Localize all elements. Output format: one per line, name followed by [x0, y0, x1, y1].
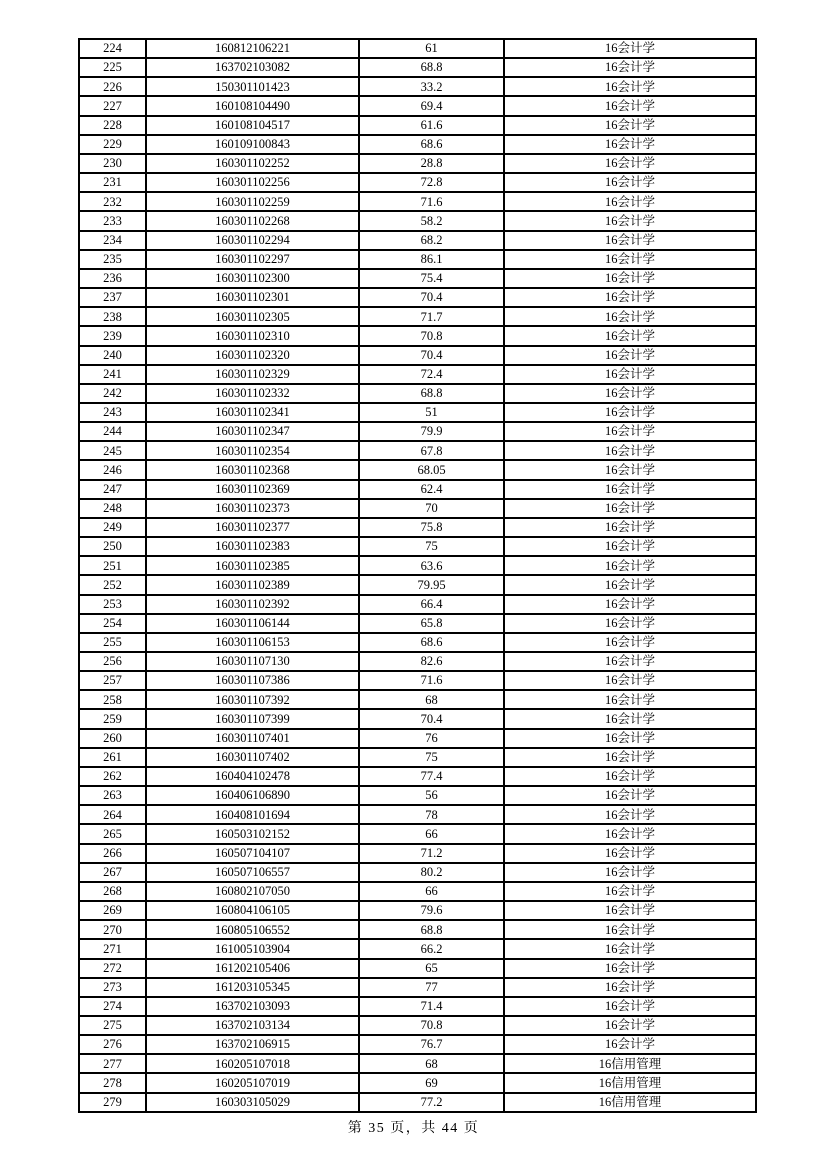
cell-row-number: 247 [79, 480, 146, 499]
cell-score: 65 [359, 959, 504, 978]
cell-exam-id: 160301102268 [146, 211, 359, 230]
cell-row-number: 257 [79, 671, 146, 690]
cell-score: 75.4 [359, 269, 504, 288]
cell-program: 16会计学 [504, 460, 756, 479]
cell-score: 68.8 [359, 384, 504, 403]
table-row [79, 786, 756, 805]
cell-exam-id: 160301102305 [146, 307, 359, 326]
table-row [79, 403, 756, 422]
cell-exam-id: 160109100843 [146, 135, 359, 154]
cell-exam-id: 163702106915 [146, 1035, 359, 1054]
cell-score: 68.05 [359, 460, 504, 479]
cell-row-number: 231 [79, 173, 146, 192]
table-row [79, 959, 756, 978]
table-row [79, 135, 756, 154]
table-row [79, 39, 756, 58]
cell-row-number: 246 [79, 460, 146, 479]
cell-exam-id: 160301102389 [146, 575, 359, 594]
table-row [79, 709, 756, 728]
cell-exam-id: 160303105029 [146, 1093, 359, 1112]
cell-program: 16会计学 [504, 652, 756, 671]
cell-program: 16会计学 [504, 96, 756, 115]
cell-row-number: 226 [79, 77, 146, 96]
cell-exam-id: 160301102347 [146, 422, 359, 441]
table-row [79, 269, 756, 288]
cell-exam-id: 160802107050 [146, 882, 359, 901]
table-row [79, 211, 756, 230]
cell-exam-id: 160507106557 [146, 863, 359, 882]
table-row [79, 614, 756, 633]
cell-row-number: 225 [79, 58, 146, 77]
cell-exam-id: 160108104517 [146, 116, 359, 135]
cell-row-number: 259 [79, 709, 146, 728]
table-row [79, 77, 756, 96]
cell-program: 16会计学 [504, 614, 756, 633]
table-row [79, 997, 756, 1016]
cell-program: 16会计学 [504, 211, 756, 230]
score-table-body [79, 39, 756, 1112]
table-row [79, 96, 756, 115]
cell-score: 71.2 [359, 844, 504, 863]
cell-score: 68.8 [359, 920, 504, 939]
cell-exam-id: 150301101423 [146, 77, 359, 96]
cell-program: 16信用管理 [504, 1073, 756, 1092]
table-row [79, 882, 756, 901]
cell-program: 16会计学 [504, 384, 756, 403]
cell-exam-id: 160301102320 [146, 346, 359, 365]
cell-row-number: 239 [79, 326, 146, 345]
cell-program: 16会计学 [504, 307, 756, 326]
cell-exam-id: 160301102301 [146, 288, 359, 307]
cell-score: 70.4 [359, 346, 504, 365]
cell-exam-id: 160301102256 [146, 173, 359, 192]
cell-exam-id: 160108104490 [146, 96, 359, 115]
cell-exam-id: 160805106552 [146, 920, 359, 939]
cell-program: 16会计学 [504, 346, 756, 365]
cell-score: 61 [359, 39, 504, 58]
cell-score: 70.4 [359, 709, 504, 728]
cell-program: 16会计学 [504, 595, 756, 614]
cell-score: 79.6 [359, 901, 504, 920]
table-row [79, 537, 756, 556]
cell-score: 67.8 [359, 441, 504, 460]
cell-exam-id: 163702103093 [146, 997, 359, 1016]
cell-exam-id: 160301102310 [146, 326, 359, 345]
cell-program: 16会计学 [504, 537, 756, 556]
cell-exam-id: 161203105345 [146, 978, 359, 997]
cell-exam-id: 160301102297 [146, 250, 359, 269]
cell-program: 16会计学 [504, 575, 756, 594]
cell-program: 16会计学 [504, 39, 756, 58]
cell-program: 16会计学 [504, 844, 756, 863]
cell-exam-id: 160301107401 [146, 729, 359, 748]
cell-program: 16信用管理 [504, 1093, 756, 1112]
cell-program: 16会计学 [504, 959, 756, 978]
cell-score: 65.8 [359, 614, 504, 633]
cell-exam-id: 163702103082 [146, 58, 359, 77]
cell-exam-id: 160301102392 [146, 595, 359, 614]
table-row [79, 288, 756, 307]
cell-program: 16会计学 [504, 920, 756, 939]
cell-program: 16会计学 [504, 882, 756, 901]
cell-row-number: 248 [79, 499, 146, 518]
cell-score: 80.2 [359, 863, 504, 882]
cell-program: 16会计学 [504, 269, 756, 288]
cell-score: 75 [359, 537, 504, 556]
cell-row-number: 266 [79, 844, 146, 863]
table-row [79, 1016, 756, 1035]
cell-score: 68.2 [359, 231, 504, 250]
cell-exam-id: 160301102300 [146, 269, 359, 288]
table-row [79, 556, 756, 575]
cell-row-number: 260 [79, 729, 146, 748]
cell-row-number: 263 [79, 786, 146, 805]
table-row [79, 690, 756, 709]
cell-exam-id: 160301102377 [146, 518, 359, 537]
cell-row-number: 251 [79, 556, 146, 575]
cell-score: 68.6 [359, 633, 504, 652]
cell-program: 16会计学 [504, 288, 756, 307]
cell-program: 16会计学 [504, 690, 756, 709]
cell-row-number: 267 [79, 863, 146, 882]
cell-program: 16会计学 [504, 824, 756, 843]
cell-score: 79.95 [359, 575, 504, 594]
cell-score: 68 [359, 1054, 504, 1073]
cell-score: 28.8 [359, 154, 504, 173]
cell-exam-id: 160301102373 [146, 499, 359, 518]
table-row [79, 575, 756, 594]
cell-score: 71.6 [359, 671, 504, 690]
cell-row-number: 272 [79, 959, 146, 978]
cell-exam-id: 160301102383 [146, 537, 359, 556]
cell-score: 71.4 [359, 997, 504, 1016]
cell-row-number: 265 [79, 824, 146, 843]
cell-exam-id: 160301102385 [146, 556, 359, 575]
cell-exam-id: 160301102329 [146, 365, 359, 384]
table-row [79, 1035, 756, 1054]
cell-row-number: 242 [79, 384, 146, 403]
table-row [79, 499, 756, 518]
cell-program: 16会计学 [504, 786, 756, 805]
table-row [79, 58, 756, 77]
cell-row-number: 229 [79, 135, 146, 154]
cell-row-number: 276 [79, 1035, 146, 1054]
cell-program: 16会计学 [504, 403, 756, 422]
cell-row-number: 249 [79, 518, 146, 537]
cell-score: 68.6 [359, 135, 504, 154]
table-row [79, 920, 756, 939]
cell-program: 16会计学 [504, 116, 756, 135]
cell-score: 77.2 [359, 1093, 504, 1112]
cell-exam-id: 160301102369 [146, 480, 359, 499]
cell-row-number: 243 [79, 403, 146, 422]
cell-score: 70.8 [359, 326, 504, 345]
table-row [79, 192, 756, 211]
table-row [79, 154, 756, 173]
cell-score: 75.8 [359, 518, 504, 537]
cell-exam-id: 160804106105 [146, 901, 359, 920]
cell-program: 16会计学 [504, 748, 756, 767]
table-row [79, 441, 756, 460]
table-row [79, 901, 756, 920]
cell-score: 66.2 [359, 939, 504, 958]
cell-exam-id: 160301107392 [146, 690, 359, 709]
cell-exam-id: 160408101694 [146, 805, 359, 824]
cell-score: 63.6 [359, 556, 504, 575]
table-row [79, 863, 756, 882]
cell-row-number: 273 [79, 978, 146, 997]
table-row [79, 346, 756, 365]
cell-score: 76 [359, 729, 504, 748]
cell-exam-id: 160301107399 [146, 709, 359, 728]
cell-program: 16会计学 [504, 422, 756, 441]
cell-exam-id: 160301107130 [146, 652, 359, 671]
cell-program: 16会计学 [504, 365, 756, 384]
cell-row-number: 261 [79, 748, 146, 767]
cell-program: 16会计学 [504, 805, 756, 824]
cell-program: 16会计学 [504, 173, 756, 192]
cell-row-number: 262 [79, 767, 146, 786]
table-row [79, 116, 756, 135]
cell-row-number: 237 [79, 288, 146, 307]
table-row [79, 824, 756, 843]
cell-row-number: 232 [79, 192, 146, 211]
table-row [79, 671, 756, 690]
cell-score: 71.7 [359, 307, 504, 326]
cell-exam-id: 160503102152 [146, 824, 359, 843]
cell-score: 77.4 [359, 767, 504, 786]
table-row [79, 729, 756, 748]
cell-exam-id: 160205107019 [146, 1073, 359, 1092]
cell-row-number: 254 [79, 614, 146, 633]
cell-score: 86.1 [359, 250, 504, 269]
cell-exam-id: 160301102368 [146, 460, 359, 479]
table-row [79, 805, 756, 824]
page-number-footer: 第 35 页，共 44 页 [347, 1121, 480, 1136]
cell-program: 16会计学 [504, 901, 756, 920]
table-row [79, 652, 756, 671]
cell-score: 76.7 [359, 1035, 504, 1054]
cell-row-number: 252 [79, 575, 146, 594]
cell-program: 16会计学 [504, 77, 756, 96]
table-row [79, 460, 756, 479]
table-row [79, 326, 756, 345]
cell-exam-id: 163702103134 [146, 1016, 359, 1035]
score-table [78, 38, 757, 1113]
table-row [79, 939, 756, 958]
cell-exam-id: 160301107386 [146, 671, 359, 690]
cell-exam-id: 161202105406 [146, 959, 359, 978]
cell-row-number: 230 [79, 154, 146, 173]
cell-row-number: 269 [79, 901, 146, 920]
cell-score: 70.8 [359, 1016, 504, 1035]
cell-row-number: 278 [79, 1073, 146, 1092]
cell-row-number: 245 [79, 441, 146, 460]
cell-row-number: 244 [79, 422, 146, 441]
table-row [79, 231, 756, 250]
cell-program: 16信用管理 [504, 1054, 756, 1073]
cell-score: 58.2 [359, 211, 504, 230]
cell-row-number: 258 [79, 690, 146, 709]
cell-program: 16会计学 [504, 863, 756, 882]
cell-score: 78 [359, 805, 504, 824]
table-row [79, 250, 756, 269]
cell-row-number: 279 [79, 1093, 146, 1112]
cell-score: 70 [359, 499, 504, 518]
cell-row-number: 238 [79, 307, 146, 326]
cell-score: 66 [359, 882, 504, 901]
cell-program: 16会计学 [504, 499, 756, 518]
cell-row-number: 264 [79, 805, 146, 824]
cell-row-number: 241 [79, 365, 146, 384]
cell-row-number: 277 [79, 1054, 146, 1073]
table-row [79, 844, 756, 863]
table-row [79, 518, 756, 537]
cell-program: 16会计学 [504, 997, 756, 1016]
cell-row-number: 271 [79, 939, 146, 958]
cell-program: 16会计学 [504, 1016, 756, 1035]
cell-program: 16会计学 [504, 135, 756, 154]
cell-program: 16会计学 [504, 250, 756, 269]
cell-program: 16会计学 [504, 939, 756, 958]
cell-row-number: 268 [79, 882, 146, 901]
cell-program: 16会计学 [504, 154, 756, 173]
cell-row-number: 275 [79, 1016, 146, 1035]
cell-score: 66.4 [359, 595, 504, 614]
table-row [79, 384, 756, 403]
cell-row-number: 250 [79, 537, 146, 556]
cell-score: 66 [359, 824, 504, 843]
table-row [79, 480, 756, 499]
cell-score: 72.8 [359, 173, 504, 192]
cell-exam-id: 160301106144 [146, 614, 359, 633]
table-row [79, 365, 756, 384]
cell-score: 69.4 [359, 96, 504, 115]
cell-row-number: 256 [79, 652, 146, 671]
cell-row-number: 235 [79, 250, 146, 269]
cell-exam-id: 160301102332 [146, 384, 359, 403]
table-row [79, 748, 756, 767]
table-row [79, 767, 756, 786]
cell-row-number: 253 [79, 595, 146, 614]
cell-exam-id: 160301102259 [146, 192, 359, 211]
cell-score: 56 [359, 786, 504, 805]
cell-row-number: 227 [79, 96, 146, 115]
table-row [79, 1093, 756, 1112]
cell-row-number: 233 [79, 211, 146, 230]
cell-score: 69 [359, 1073, 504, 1092]
cell-exam-id: 160301102341 [146, 403, 359, 422]
cell-score: 71.6 [359, 192, 504, 211]
cell-score: 79.9 [359, 422, 504, 441]
cell-exam-id: 160301106153 [146, 633, 359, 652]
cell-score: 82.6 [359, 652, 504, 671]
cell-score: 33.2 [359, 77, 504, 96]
cell-row-number: 224 [79, 39, 146, 58]
cell-program: 16会计学 [504, 326, 756, 345]
cell-program: 16会计学 [504, 58, 756, 77]
cell-score: 77 [359, 978, 504, 997]
cell-program: 16会计学 [504, 729, 756, 748]
cell-row-number: 236 [79, 269, 146, 288]
cell-program: 16会计学 [504, 231, 756, 250]
cell-exam-id: 160812106221 [146, 39, 359, 58]
cell-score: 51 [359, 403, 504, 422]
cell-program: 16会计学 [504, 633, 756, 652]
table-row [79, 633, 756, 652]
cell-row-number: 255 [79, 633, 146, 652]
cell-score: 72.4 [359, 365, 504, 384]
cell-program: 16会计学 [504, 671, 756, 690]
cell-exam-id: 160301102252 [146, 154, 359, 173]
cell-score: 75 [359, 748, 504, 767]
cell-program: 16会计学 [504, 192, 756, 211]
table-row [79, 1073, 756, 1092]
cell-score: 70.4 [359, 288, 504, 307]
cell-exam-id: 160406106890 [146, 786, 359, 805]
table-row [79, 595, 756, 614]
cell-program: 16会计学 [504, 480, 756, 499]
cell-exam-id: 160301102354 [146, 441, 359, 460]
cell-row-number: 240 [79, 346, 146, 365]
cell-program: 16会计学 [504, 1035, 756, 1054]
table-row [79, 978, 756, 997]
table-row [79, 422, 756, 441]
cell-program: 16会计学 [504, 441, 756, 460]
cell-exam-id: 160301107402 [146, 748, 359, 767]
cell-score: 61.6 [359, 116, 504, 135]
cell-exam-id: 160205107018 [146, 1054, 359, 1073]
cell-program: 16会计学 [504, 556, 756, 575]
cell-program: 16会计学 [504, 767, 756, 786]
cell-score: 68 [359, 690, 504, 709]
table-row [79, 1054, 756, 1073]
cell-program: 16会计学 [504, 518, 756, 537]
cell-program: 16会计学 [504, 709, 756, 728]
cell-score: 68.8 [359, 58, 504, 77]
cell-exam-id: 161005103904 [146, 939, 359, 958]
cell-row-number: 228 [79, 116, 146, 135]
cell-row-number: 234 [79, 231, 146, 250]
cell-row-number: 274 [79, 997, 146, 1016]
cell-score: 62.4 [359, 480, 504, 499]
cell-exam-id: 160507104107 [146, 844, 359, 863]
cell-row-number: 270 [79, 920, 146, 939]
cell-exam-id: 160301102294 [146, 231, 359, 250]
cell-exam-id: 160404102478 [146, 767, 359, 786]
cell-program: 16会计学 [504, 978, 756, 997]
table-row [79, 173, 756, 192]
table-row [79, 307, 756, 326]
